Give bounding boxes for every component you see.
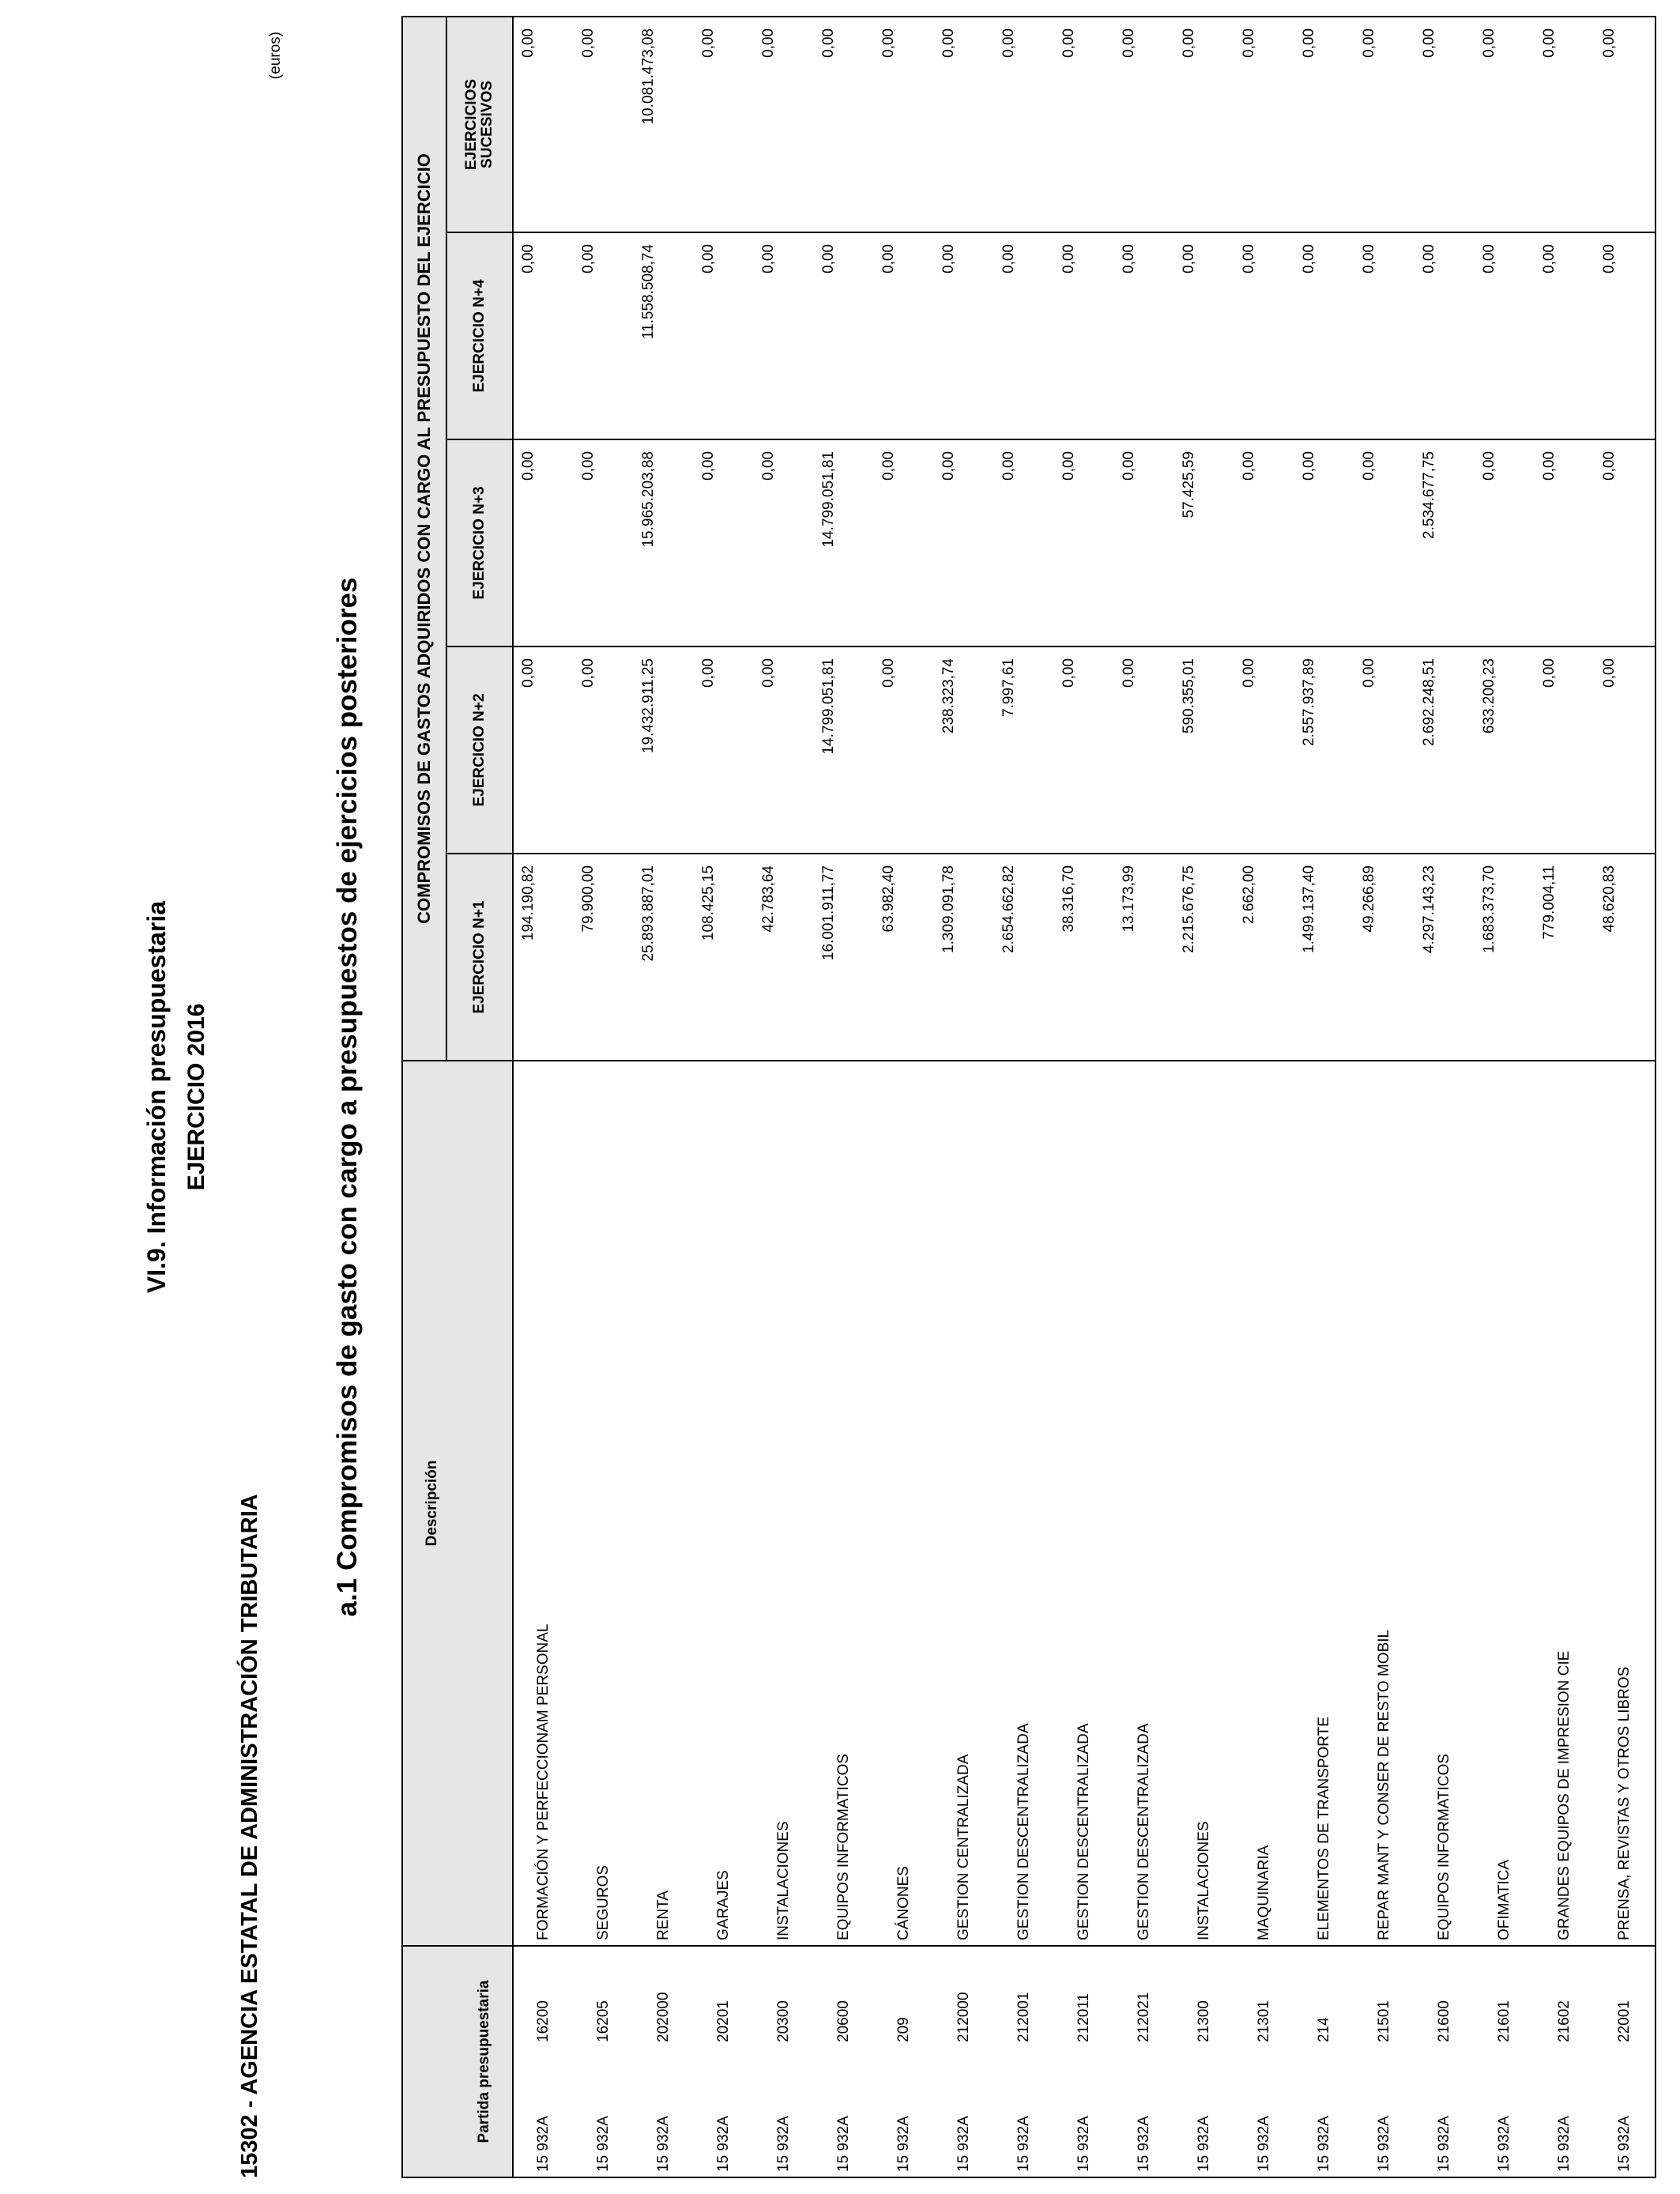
n2-cell: 0,00: [1535, 647, 1595, 854]
sucesivos-cell: 0,00: [754, 17, 814, 232]
n3-cell: 0,00: [1535, 439, 1595, 647]
year-label: EJERCICIO 2016: [183, 1003, 209, 1191]
table-row: [1535, 17, 1595, 2177]
n3-cell: 0,00: [1294, 439, 1354, 647]
n3-cell: 0,00: [934, 439, 994, 647]
subconcepto-cell: 20201: [694, 1946, 754, 2047]
n4-cell: 0,00: [694, 232, 754, 439]
descripcion-cell: PRENSA, REVISTAS Y OTROS LIBROS: [1595, 1061, 1656, 1946]
n4-cell: 0,00: [754, 232, 814, 439]
partida-cell: [1234, 2047, 1294, 2177]
sucesivos-cell: 0,00: [1114, 17, 1174, 232]
table-row: [1414, 17, 1475, 2177]
n1-cell: 2.654.662,82: [994, 854, 1054, 1061]
n4-cell: 0,00: [994, 232, 1054, 439]
sucesivos-cell: 0,00: [1354, 17, 1414, 232]
n3-cell: 57.425,59: [1174, 439, 1234, 647]
partida-code: 15 932A: [955, 2116, 972, 2172]
table-row: [574, 17, 634, 2177]
partida-cell: [513, 2047, 574, 2177]
n1-cell: 38.316,70: [1054, 854, 1114, 1061]
sucesivos-cell: 0,00: [1174, 17, 1234, 232]
commitments-table: [401, 16, 1656, 2178]
n3-cell: 0,00: [874, 439, 934, 647]
n2-cell: 0,00: [1234, 647, 1294, 854]
table-row: [1174, 17, 1234, 2177]
sucesivos-cell: 0,00: [694, 17, 754, 232]
sucesivos-cell: 0,00: [1535, 17, 1595, 232]
table-row: [814, 17, 874, 2177]
n2-cell: 0,00: [1354, 647, 1414, 854]
descripcion-cell: CÁNONES: [874, 1061, 934, 1946]
n4-cell: 0,00: [1114, 232, 1174, 439]
table-row: [1354, 17, 1414, 2177]
partida-code: 15 932A: [1075, 2116, 1092, 2172]
table-row: [754, 17, 814, 2177]
n4-cell: 0,00: [1054, 232, 1114, 439]
n2-cell: 2.692.248,51: [1414, 647, 1475, 854]
subconcepto-cell: 212011: [1054, 1946, 1114, 2047]
partida-code: 15 932A: [1496, 2116, 1512, 2172]
descripcion-cell: GARAJES: [694, 1061, 754, 1946]
n2-cell: 238.323,74: [934, 647, 994, 854]
n1-cell: 79.900,00: [574, 854, 634, 1061]
n4-cell: 0,00: [934, 232, 994, 439]
n4-cell: 0,00: [1294, 232, 1354, 439]
n2-cell: 590.355,01: [1174, 647, 1234, 854]
subconcepto-cell: 202000: [634, 1946, 694, 2047]
partida-cell: [1414, 2047, 1475, 2177]
table-row: [634, 17, 694, 2177]
descripcion-cell: FORMACIÓN Y PERFECCIONAM PERSONAL: [513, 1061, 574, 1946]
n4-cell: 0,00: [1414, 232, 1475, 439]
partida-cell: [994, 2047, 1054, 2177]
header-n3: EJERCICIO N+3: [446, 439, 513, 647]
partida-cell: [814, 2047, 874, 2177]
subconcepto-cell: 212000: [934, 1946, 994, 2047]
n2-cell: 0,00: [1595, 647, 1656, 854]
subconcepto-cell: 21600: [1414, 1946, 1475, 2047]
header-n2: EJERCICIO N+2: [446, 647, 513, 854]
table-row: [934, 17, 994, 2177]
n4-cell: 0,00: [1535, 232, 1595, 439]
sucesivos-cell: 0,00: [1294, 17, 1354, 232]
n1-cell: 779.004,11: [1535, 854, 1595, 1061]
organization-label: 15302 - AGENCIA ESTATAL DE ADMINISTRACIÓN TRIBUTARIA: [237, 1494, 262, 2178]
header-descripcion: Descripción: [402, 1061, 513, 1946]
n1-cell: 2.215.676,75: [1174, 854, 1234, 1061]
partida-cell: [1475, 2047, 1535, 2177]
descripcion-cell: GESTION DESCENTRALIZADA: [1114, 1061, 1174, 1946]
descripcion-cell: GESTION DESCENTRALIZADA: [1054, 1061, 1114, 1946]
n1-cell: 2.662,00: [1234, 854, 1294, 1061]
subconcepto-cell: 20300: [754, 1946, 814, 2047]
subconcepto-cell: 212021: [1114, 1946, 1174, 2047]
n1-cell: 25.893.887,01: [634, 854, 694, 1061]
subconcepto-cell: 21501: [1354, 1946, 1414, 2047]
partida-cell: [1294, 2047, 1354, 2177]
n1-cell: 108.425,15: [694, 854, 754, 1061]
n2-cell: 19.432.911,25: [634, 647, 694, 854]
subconcepto-cell: 16200: [513, 1946, 574, 2047]
n1-cell: 16.001.911,77: [814, 854, 874, 1061]
n3-cell: 0,00: [1234, 439, 1294, 647]
subconcepto-cell: 21601: [1475, 1946, 1535, 2047]
partida-cell: [1054, 2047, 1114, 2177]
n2-cell: 2.557.937,89: [1294, 647, 1354, 854]
n4-cell: 0,00: [1475, 232, 1535, 439]
partida-code: 15 932A: [595, 2116, 612, 2172]
n3-cell: 0,00: [1354, 439, 1414, 647]
sucesivos-cell: 0,00: [814, 17, 874, 232]
n2-cell: 0,00: [874, 647, 934, 854]
section-title: a.1 Compromisos de gasto con cargo a presupuestos de ejercicios posteriores: [332, 577, 363, 1617]
partida-cell: [694, 2047, 754, 2177]
n1-cell: 1.683.373,70: [1475, 854, 1535, 1061]
currency-note: (euros): [267, 32, 284, 80]
n2-cell: 0,00: [694, 647, 754, 854]
n2-cell: 0,00: [513, 647, 574, 854]
partida-cell: [1595, 2047, 1656, 2177]
descripcion-cell: OFIMATICA: [1475, 1061, 1535, 1946]
n3-cell: 0,00: [1114, 439, 1174, 647]
subconcepto-cell: 212001: [994, 1946, 1054, 2047]
n1-cell: 42.783,64: [754, 854, 814, 1061]
descripcion-cell: ELEMENTOS DE TRANSPORTE: [1294, 1061, 1354, 1946]
n1-cell: 4.297.143,23: [1414, 854, 1475, 1061]
sucesivos-cell: 0,00: [1595, 17, 1656, 232]
descripcion-cell: EQUIPOS INFORMATICOS: [814, 1061, 874, 1946]
n4-cell: 0,00: [1354, 232, 1414, 439]
group-header: COMPROMISOS DE GASTOS ADQUIRIDOS CON CARGO AL PRESUPUESTO DEL EJERCICIO: [402, 17, 446, 1061]
n3-cell: 15.965.203,88: [634, 439, 694, 647]
partida-code: 15 932A: [1015, 2116, 1032, 2172]
n2-cell: 0,00: [1114, 647, 1174, 854]
sucesivos-cell: 0,00: [994, 17, 1054, 232]
n4-cell: 0,00: [1234, 232, 1294, 439]
partida-cell: [934, 2047, 994, 2177]
partida-cell: [634, 2047, 694, 2177]
partida-cell: [1174, 2047, 1234, 2177]
n3-cell: 0,00: [754, 439, 814, 647]
partida-code: 15 932A: [835, 2116, 852, 2172]
n2-cell: 633.200,23: [1475, 647, 1535, 854]
descripcion-cell: INSTALACIONES: [1174, 1061, 1234, 1946]
table-row: [1294, 17, 1354, 2177]
header-sucesivos: EJERCICIOS SUCESIVOS: [446, 17, 513, 232]
n1-cell: 13.173,99: [1114, 854, 1174, 1061]
descripcion-cell: GESTION CENTRALIZADA: [934, 1061, 994, 1946]
n2-cell: 0,00: [754, 647, 814, 854]
partida-code: 15 932A: [1376, 2116, 1392, 2172]
n1-cell: 48.620,83: [1595, 854, 1656, 1061]
page-title: VI.9. Información presupuestaria: [142, 900, 171, 1294]
table-row: [694, 17, 754, 2177]
partida-code: 15 932A: [655, 2116, 672, 2172]
n3-cell: 0,00: [1475, 439, 1535, 647]
n4-cell: 0,00: [513, 232, 574, 439]
partida-cell: [1114, 2047, 1174, 2177]
table-row: [1234, 17, 1294, 2177]
n2-cell: 7.997,61: [994, 647, 1054, 854]
sucesivos-cell: 0,00: [513, 17, 574, 232]
n3-cell: 0,00: [574, 439, 634, 647]
table-row: [513, 17, 574, 2177]
partida-code: 15 932A: [1136, 2116, 1152, 2172]
n4-cell: 11.558.508,74: [634, 232, 694, 439]
n3-cell: 0,00: [1595, 439, 1656, 647]
sucesivos-cell: 10.081.473,08: [634, 17, 694, 232]
table-row: [1054, 17, 1114, 2177]
n3-cell: 0,00: [513, 439, 574, 647]
n4-cell: 0,00: [1595, 232, 1656, 439]
descripcion-cell: INSTALACIONES: [754, 1061, 814, 1946]
subconcepto-cell: 214: [1294, 1946, 1354, 2047]
n1-cell: 49.266,89: [1354, 854, 1414, 1061]
sucesivos-cell: 0,00: [1414, 17, 1475, 232]
n1-cell: 194.190,82: [513, 854, 574, 1061]
table-row: [1114, 17, 1174, 2177]
subconcepto-cell: 21602: [1535, 1946, 1595, 2047]
table-row: [994, 17, 1054, 2177]
sucesivos-cell: 0,00: [874, 17, 934, 232]
descripcion-cell: GRANDES EQUIPOS DE IMPRESION CIE: [1535, 1061, 1595, 1946]
n3-cell: 2.534.677,75: [1414, 439, 1475, 647]
subconcepto-cell: 21301: [1234, 1946, 1294, 2047]
descripcion-cell: RENTA: [634, 1061, 694, 1946]
partida-code: 15 932A: [1616, 2116, 1633, 2172]
n4-cell: 0,00: [1174, 232, 1234, 439]
partida-code: 15 932A: [1316, 2116, 1332, 2172]
partida-cell: [754, 2047, 814, 2177]
n4-cell: 0,00: [874, 232, 934, 439]
subconcepto-cell: 16205: [574, 1946, 634, 2047]
partida-code: 15 932A: [1196, 2116, 1212, 2172]
table-row: [1595, 17, 1656, 2177]
partida-code: 15 932A: [1256, 2116, 1272, 2172]
descripcion-cell: SEGUROS: [574, 1061, 634, 1946]
sucesivos-cell: 0,00: [1054, 17, 1114, 232]
partida-cell: [1535, 2047, 1595, 2177]
table-row: [874, 17, 934, 2177]
subconcepto-cell: 20600: [814, 1946, 874, 2047]
subconcepto-cell: 209: [874, 1946, 934, 2047]
n3-cell: 0,00: [994, 439, 1054, 647]
descripcion-cell: MAQUINARIA: [1234, 1061, 1294, 1946]
partida-code: 15 932A: [1436, 2116, 1452, 2172]
partida-code: 15 932A: [775, 2116, 792, 2172]
n3-cell: 14.799.051,81: [814, 439, 874, 647]
subconcepto-cell: 21300: [1174, 1946, 1234, 2047]
table-row: [1475, 17, 1535, 2177]
sucesivos-cell: 0,00: [574, 17, 634, 232]
partida-code: 15 932A: [1556, 2116, 1573, 2172]
partida-code: 15 932A: [535, 2116, 552, 2172]
header-n1: EJERCICIO N+1: [446, 854, 513, 1061]
descripcion-cell: GESTION DESCENTRALIZADA: [994, 1061, 1054, 1946]
sucesivos-cell: 0,00: [1234, 17, 1294, 232]
descripcion-cell: REPAR MANT Y CONSER DE RESTO MOBIL: [1354, 1061, 1414, 1946]
partida-code: 15 932A: [715, 2116, 732, 2172]
n2-cell: 0,00: [574, 647, 634, 854]
partida-cell: [574, 2047, 634, 2177]
n1-cell: 1.309.091,78: [934, 854, 994, 1061]
n3-cell: 0,00: [1054, 439, 1114, 647]
subconcepto-cell: 22001: [1595, 1946, 1656, 2047]
n3-cell: 0,00: [694, 439, 754, 647]
n1-cell: 63.982,40: [874, 854, 934, 1061]
partida-cell: [1354, 2047, 1414, 2177]
header-n4: EJERCICIO N+4: [446, 232, 513, 439]
descripcion-cell: EQUIPOS INFORMATICOS: [1414, 1061, 1475, 1946]
n2-cell: 14.799.051,81: [814, 647, 874, 854]
header-partida: Partida presupuestaria: [402, 1946, 513, 2177]
n4-cell: 0,00: [814, 232, 874, 439]
n1-cell: 1.499.137,40: [1294, 854, 1354, 1061]
n4-cell: 0,00: [574, 232, 634, 439]
partida-code: 15 932A: [895, 2116, 912, 2172]
n2-cell: 0,00: [1054, 647, 1114, 854]
partida-cell: [874, 2047, 934, 2177]
sucesivos-cell: 0,00: [934, 17, 994, 232]
sucesivos-cell: 0,00: [1475, 17, 1535, 232]
